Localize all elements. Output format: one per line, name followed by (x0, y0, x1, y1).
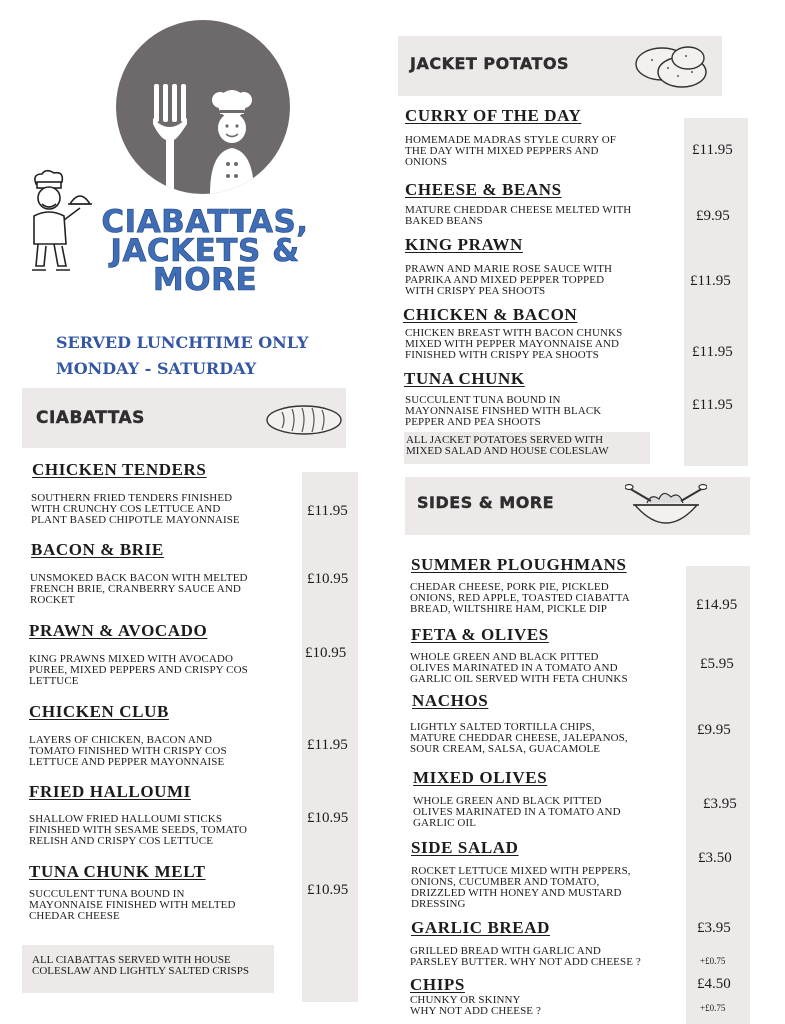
description-line: WHY NOT ADD CHEESE ? (410, 1005, 541, 1017)
service-hours (56, 330, 308, 382)
description-line: SUCCULENT TUNA BOUND IN (405, 394, 561, 406)
description-line: PAPRIKA AND MIXED PEPPER TOPPED (405, 274, 605, 286)
menu-item-price: £3.95 (703, 796, 737, 812)
menu-item-description (29, 889, 236, 922)
menu-item-price: £11.95 (307, 503, 348, 519)
jackets-note (404, 432, 650, 464)
description-line: DRESSING (411, 898, 466, 910)
fork-knife-chef-logo (116, 20, 290, 194)
ciabattas-header (22, 388, 346, 448)
menu-item-description (410, 722, 628, 755)
jackets-heading: JACKET POTATOS (410, 54, 570, 73)
note-line: ALL JACKET POTATOES SERVED WITH (406, 434, 604, 446)
menu-item-description (31, 493, 240, 526)
description-line: PRAWN AND MARIE ROSE SAUCE WITH (405, 263, 613, 275)
note-line: ALL CIABATTAS SERVED WITH HOUSE (32, 954, 231, 966)
jackets-header (398, 36, 722, 96)
menu-item-name: TUNA CHUNK MELT (29, 862, 206, 881)
menu-item-description (30, 573, 248, 606)
menu-item-name: CHEESE & BEANS (405, 180, 562, 199)
menu-item-description (411, 866, 631, 910)
description-line: ONIONS (405, 156, 448, 168)
menu-item-name: CURRY OF THE DAY (405, 106, 582, 125)
description-line: ONIONS, RED APPLE, TOASTED CIABATTA (410, 592, 630, 604)
menu-item-description (405, 135, 616, 168)
menu-item-price: £10.95 (307, 810, 349, 826)
description-line: SHALLOW FRIED HALLOUMI STICKS (29, 813, 223, 825)
menu-item-price: £3.95 (697, 920, 731, 936)
description-line: BREAD, WILTSHIRE HAM, PICKLE DIP (410, 603, 607, 615)
description-line: SOUR CREAM, SALSA, GUACAMOLE (410, 743, 601, 755)
description-line: MAYONNAISE FINSHED WITH BLACK (405, 405, 602, 417)
menu-item-name: BACON & BRIE (31, 540, 164, 559)
description-line: SOUTHERN FRIED TENDERS FINISHED (31, 492, 233, 504)
description-line: FRENCH BRIE, CRANBERRY SAUCE AND (30, 583, 241, 595)
ciabattas-note (22, 945, 274, 993)
description-line: OLIVES MARINATED IN A TOMATO AND (413, 806, 621, 818)
menu-item-description (405, 205, 631, 227)
menu-item-description (29, 654, 248, 687)
description-line: DRIZZLED WITH HONEY AND MUSTARD (411, 887, 622, 899)
menu-item-price: £11.95 (692, 397, 733, 413)
description-line: FINISHED WITH SESAME SEEDS, TOMATO (29, 824, 248, 836)
description-line: GRILLED BREAD WITH GARLIC AND (410, 945, 601, 957)
menu-item-price: £10.95 (305, 645, 347, 661)
description-line: LIGHTLY SALTED TORTILLA CHIPS, (410, 721, 595, 733)
description-line: CHUNKY OR SKINNY (410, 994, 521, 1006)
menu-item-name: PRAWN & AVOCADO (29, 621, 208, 640)
menu-item-description (410, 946, 641, 968)
description-line: WHOLE GREEN AND BLACK PITTED (413, 795, 602, 807)
menu-item-addon-price: +£0.75 (700, 956, 726, 966)
description-line: CHEDAR CHEESE (29, 910, 120, 922)
description-line: WITH CRISPY PEA SHOOTS (405, 285, 546, 297)
description-line: MATURE CHEDDAR CHEESE, JALEPANOS, (410, 732, 628, 744)
brand-title-line: CIABATTAS, (101, 204, 309, 240)
description-line: ONIONS, CUCUMBER AND TOMATO, (411, 876, 600, 888)
menu-item-name: CHICKEN & BACON (403, 305, 578, 324)
description-line: GARLIC OIL SERVED WITH FETA CHUNKS (410, 673, 628, 685)
description-line: PEPPER AND PEA SHOOTS (405, 416, 541, 428)
ciabattas-heading: CIABATTAS (36, 408, 145, 428)
menu-item-price: £9.95 (696, 208, 730, 224)
bread-loaf-icon (264, 400, 344, 438)
menu-item-name: CHIPS (410, 975, 465, 994)
menu-item-price: £11.95 (692, 142, 733, 158)
description-line: WHOLE GREEN AND BLACK PITTED (410, 651, 599, 663)
description-line: RELISH AND CRISPY COS LETTUCE (29, 835, 214, 847)
menu-item-description (29, 814, 247, 847)
description-line: PUREE, MIXED PEPPERS AND CRISPY COS (29, 664, 248, 676)
description-line: GARLIC OIL (413, 817, 477, 829)
menu-item-name: NACHOS (412, 691, 489, 710)
menu-item-price: £11.95 (307, 737, 348, 753)
menu-item-name: CHICKEN CLUB (29, 702, 169, 721)
menu-item-description (29, 735, 227, 768)
menu-item-name: FETA & OLIVES (411, 625, 549, 644)
menu-item-name: GARLIC BREAD (411, 918, 550, 937)
menu-item-description (405, 395, 601, 428)
menu-item-price: £14.95 (696, 597, 738, 613)
description-line: KING PRAWNS MIXED WITH AVOCADO (29, 653, 233, 665)
menu-item-price: £5.95 (700, 656, 734, 672)
service-hours-line: MONDAY - SATURDAY (56, 359, 257, 378)
description-line: CHEDAR CHEESE, PORK PIE, PICKLED (410, 581, 609, 593)
sides-header (405, 477, 750, 535)
service-hours-line: SERVED LUNCHTIME ONLY (56, 333, 309, 352)
brand-title-line: JACKETS & (110, 233, 300, 269)
menu-item-description (413, 796, 621, 829)
description-line: FINISHED WITH CRISPY PEA SHOOTS (405, 349, 599, 361)
menu-item-price: £4.50 (697, 976, 731, 992)
description-line: BAKED BEANS (405, 215, 483, 227)
description-line: ROCKET LETTUCE MIXED WITH PEPPERS, (411, 865, 631, 877)
description-line: OLIVES MARINATED IN A TOMATO AND (410, 662, 618, 674)
description-line: LETTUCE (29, 675, 79, 687)
description-line: CHICKEN BREAST WITH BACON CHUNKS (405, 327, 623, 339)
menu-item-name: MIXED OLIVES (413, 768, 548, 787)
menu-item-name: CHICKEN TENDERS (32, 460, 207, 479)
sides-heading: SIDES & MORE (417, 493, 555, 512)
description-line: PARSLEY BUTTER. WHY NOT ADD CHEESE ? (410, 956, 641, 968)
description-line: HOMEMADE MADRAS STYLE CURRY OF (405, 134, 617, 146)
menu-item-description (405, 264, 612, 297)
menu-item-name: SIDE SALAD (411, 838, 519, 857)
menu-item-addon-price: +£0.75 (700, 1003, 726, 1013)
description-line: UNSMOKED BACK BACON WITH MELTED (30, 572, 248, 584)
brand-title (70, 204, 340, 298)
description-line: TOMATO FINISHED WITH CRISPY COS (29, 745, 227, 757)
description-line: MATURE CHEDDAR CHEESE MELTED WITH (405, 204, 632, 216)
description-line: PLANT BASED CHIPOTLE MAYONNAISE (31, 514, 240, 526)
note-line: MIXED SALAD AND HOUSE COLESLAW (406, 445, 609, 457)
description-line: MAYONNAISE FINISHED WITH MELTED (29, 899, 236, 911)
brand-title-line: MORE (152, 262, 258, 298)
note-line: COLESLAW AND LIGHTLY SALTED CRISPS (32, 965, 250, 977)
menu-item-name: KING PRAWN (405, 235, 523, 254)
menu-item-price: £10.95 (307, 882, 349, 898)
description-line: LAYERS OF CHICKEN, BACON AND (29, 734, 212, 746)
menu-item-price: £3.50 (698, 850, 732, 866)
menu-item-price: £11.95 (690, 273, 731, 289)
menu-item-description (410, 582, 630, 615)
menu-item-price: £10.95 (307, 571, 349, 587)
description-line: ROCKET (30, 594, 75, 606)
description-line: LETTUCE AND PEPPER MAYONNAISE (29, 756, 225, 768)
menu-item-name: SUMMER PLOUGHMANS (411, 555, 627, 574)
menu-item-price: £11.95 (692, 344, 733, 360)
menu-item-description (410, 652, 628, 685)
description-line: THE DAY WITH MIXED PEPPERS AND (405, 145, 599, 157)
menu-item-name: FRIED HALLOUMI (29, 782, 191, 801)
description-line: WITH CRUNCHY COS LETTUCE AND (31, 503, 221, 515)
menu-item-description (405, 328, 622, 361)
description-line: MIXED WITH PEPPER MAYONNAISE AND (405, 338, 620, 350)
salad-bowl-icon (625, 481, 707, 533)
menu-item-price: £9.95 (697, 722, 731, 738)
menu-item-description (410, 995, 541, 1017)
description-line: SUCCULENT TUNA BOUND IN (29, 888, 185, 900)
menu-item-name: TUNA CHUNK (404, 369, 525, 388)
potatoes-icon (632, 42, 712, 92)
